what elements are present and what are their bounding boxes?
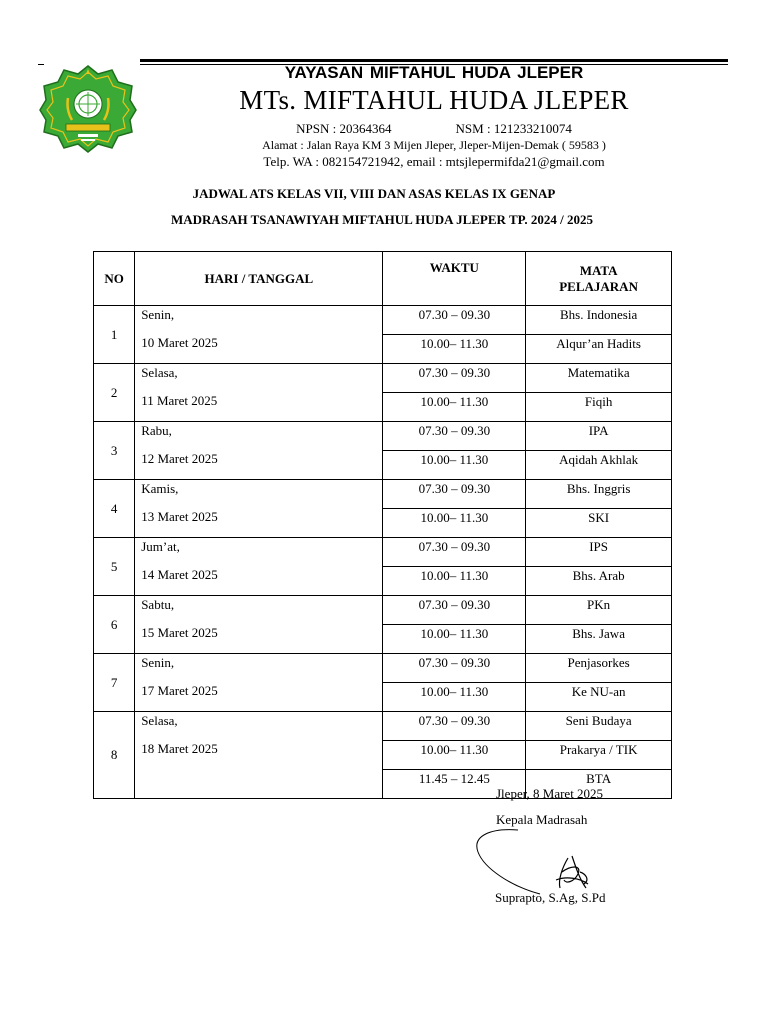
- day-name: Sabtu,: [141, 597, 175, 612]
- session-subject-text: Ke NU-an: [571, 684, 626, 699]
- session-subject: [526, 625, 672, 654]
- session-time-text: 07.30 – 09.30: [418, 307, 491, 322]
- session-subject-text: IPS: [589, 539, 608, 554]
- school-address: Alamat : Jalan Raya KM 3 Mijen Jleper, Jleper-Mijen-Demak ( 59583 ): [262, 138, 606, 152]
- row-number: 8: [94, 712, 135, 799]
- school-ids: [140, 121, 728, 137]
- session-time: [383, 654, 526, 683]
- session-time-text: 07.30 – 09.30: [418, 423, 491, 438]
- session-subject: [526, 741, 672, 770]
- session-time-text: 07.30 – 09.30: [418, 365, 491, 380]
- session-subject-text: SKI: [588, 510, 610, 525]
- session-time: [383, 712, 526, 741]
- session-time: [383, 393, 526, 422]
- session-subject-text: BTA: [586, 771, 612, 786]
- signer-role: Kepala Madrasah: [496, 812, 588, 827]
- day-name: Senin,: [141, 655, 175, 670]
- session-subject-text: Bhs. Arab: [572, 568, 625, 583]
- day-date-cell: [135, 712, 383, 799]
- table-row: [94, 306, 672, 335]
- table-row: [94, 712, 672, 741]
- day-name: Senin,: [141, 307, 175, 322]
- session-time-text: 10.00– 11.30: [420, 394, 489, 409]
- day-date-cell: [135, 538, 383, 596]
- session-time-text: 11.45 – 12.45: [418, 771, 490, 786]
- session-subject-text: Aqidah Akhlak: [559, 452, 639, 467]
- session-subject-text: Penjasorkes: [567, 655, 630, 670]
- header-rule-thick: [140, 59, 728, 62]
- document-subtitle: MADRASAH TSANAWIYAH MIFTAHUL HUDA JLEPER TP. 2024 / 2025: [171, 212, 593, 227]
- nsm-text: NSM : 121233210074: [455, 121, 572, 136]
- session-subject: [526, 364, 672, 393]
- session-subject: [526, 335, 672, 364]
- exam-date: 12 Maret 2025: [141, 451, 218, 466]
- session-subject-text: Seni Budaya: [565, 713, 632, 728]
- row-number: 4: [94, 480, 135, 538]
- table-row: [94, 480, 672, 509]
- session-time: [383, 306, 526, 335]
- day-date-cell: [135, 422, 383, 480]
- exam-schedule-table: [93, 251, 672, 799]
- session-time: [383, 567, 526, 596]
- exam-date: 13 Maret 2025: [141, 509, 218, 524]
- session-time-text: 10.00– 11.30: [420, 336, 489, 351]
- foundation-name: YAYASAN MIFTAHUL HUDA JLEPER: [284, 63, 584, 82]
- signer-name: Suprapto, S.Ag, S.Pd: [495, 890, 606, 905]
- session-time-text: 07.30 – 09.30: [418, 539, 491, 554]
- header-day: HARI / TANGGAL: [135, 252, 383, 306]
- day-name: Rabu,: [141, 423, 172, 438]
- session-time: [383, 625, 526, 654]
- document-title: JADWAL ATS KELAS VII, VIII DAN ASAS KELAS IX GENAP: [192, 186, 556, 201]
- session-subject: [526, 654, 672, 683]
- day-name: Selasa,: [141, 365, 178, 380]
- row-number: 7: [94, 654, 135, 712]
- session-time-text: 07.30 – 09.30: [418, 655, 491, 670]
- session-subject: [526, 567, 672, 596]
- npsn-text: NPSN : 20364364: [296, 121, 392, 136]
- day-date-cell: [135, 306, 383, 364]
- session-subject: [526, 480, 672, 509]
- day-date-cell: [135, 364, 383, 422]
- session-subject: [526, 596, 672, 625]
- session-time-text: 10.00– 11.30: [420, 742, 489, 757]
- day-date-cell: [135, 596, 383, 654]
- header-time: WAKTU: [383, 252, 526, 306]
- table-header-row: [94, 252, 672, 306]
- place-date: Jleper, 8 Maret 2025: [496, 786, 604, 801]
- session-time-text: 07.30 – 09.30: [418, 713, 491, 728]
- table-row: [94, 364, 672, 393]
- exam-date: 15 Maret 2025: [141, 625, 218, 640]
- session-time-text: 07.30 – 09.30: [418, 597, 491, 612]
- exam-date: 18 Maret 2025: [141, 741, 218, 756]
- header-no: NO: [94, 252, 135, 306]
- table-row: [94, 538, 672, 567]
- table-row: [94, 596, 672, 625]
- session-subject-text: Fiqih: [584, 394, 613, 409]
- exam-date: 17 Maret 2025: [141, 683, 218, 698]
- session-subject-text: PKn: [587, 597, 611, 612]
- day-date-cell: [135, 654, 383, 712]
- session-time: [383, 422, 526, 451]
- session-subject-text: Alqur’an Hadits: [556, 336, 641, 351]
- exam-date: 14 Maret 2025: [141, 567, 218, 582]
- school-name: MTs. MIFTAHUL HUDA JLEPER: [239, 85, 629, 115]
- day-name: Selasa,: [141, 713, 178, 728]
- session-time-text: 10.00– 11.30: [420, 626, 489, 641]
- session-subject-text: IPA: [588, 423, 609, 438]
- session-time-text: 10.00– 11.30: [420, 684, 489, 699]
- session-subject-text: Bhs. Jawa: [572, 626, 625, 641]
- session-subject: [526, 538, 672, 567]
- session-time: [383, 509, 526, 538]
- session-time: [383, 538, 526, 567]
- session-time: [383, 596, 526, 625]
- table-row: [94, 654, 672, 683]
- row-number: 3: [94, 422, 135, 480]
- session-subject: [526, 683, 672, 712]
- session-subject-text: Bhs. Indonesia: [559, 307, 638, 322]
- row-number: 6: [94, 596, 135, 654]
- session-time-text: 10.00– 11.30: [420, 568, 489, 583]
- session-time-text: 10.00– 11.30: [420, 452, 489, 467]
- header-subject-line1: MATA: [579, 262, 618, 278]
- row-number: 2: [94, 364, 135, 422]
- header-subject: [526, 252, 672, 306]
- day-name: Jum’at,: [141, 539, 180, 554]
- session-subject: [526, 422, 672, 451]
- session-time: [383, 364, 526, 393]
- session-subject: [526, 509, 672, 538]
- row-number: 5: [94, 538, 135, 596]
- school-contact: Telp. WA : 082154721942, email : mtsjlepermifda21@gmail.com: [263, 154, 605, 169]
- exam-date: 10 Maret 2025: [141, 335, 218, 350]
- session-subject: [526, 712, 672, 741]
- row-number: 1: [94, 306, 135, 364]
- exam-date: 11 Maret 2025: [141, 393, 218, 408]
- session-time: [383, 451, 526, 480]
- session-time-text: 07.30 – 09.30: [418, 481, 491, 496]
- day-date-cell: [135, 480, 383, 538]
- school-emblem-icon: [38, 62, 138, 156]
- session-time: [383, 335, 526, 364]
- session-subject-text: Matematika: [567, 365, 630, 380]
- session-time: [383, 480, 526, 509]
- session-subject-text: Bhs. Inggris: [566, 481, 631, 496]
- session-subject: [526, 306, 672, 335]
- session-time-text: 10.00– 11.30: [420, 510, 489, 525]
- day-name: Kamis,: [141, 481, 179, 496]
- session-time: [383, 741, 526, 770]
- table-row: [94, 422, 672, 451]
- header-subject-line2: PELAJARAN: [559, 278, 638, 294]
- session-time: [383, 683, 526, 712]
- session-subject: [526, 393, 672, 422]
- session-subject: [526, 451, 672, 480]
- session-subject-text: Prakarya / TIK: [559, 742, 638, 757]
